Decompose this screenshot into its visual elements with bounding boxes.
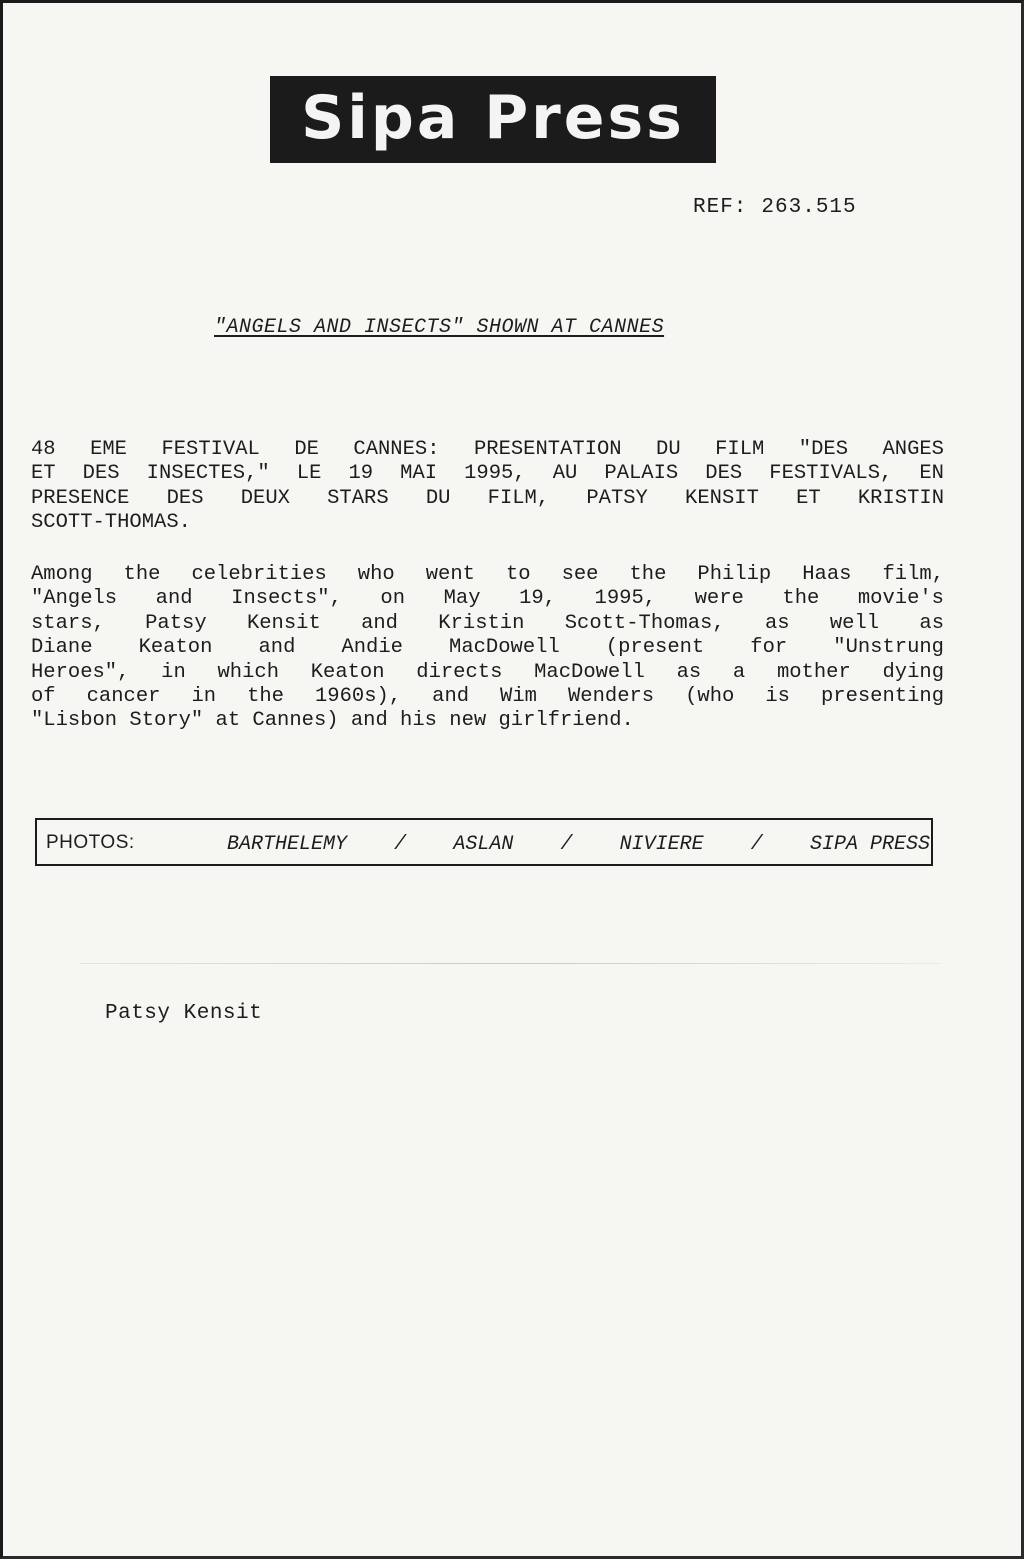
credit-separator: /: [394, 833, 407, 856]
credit-separator: /: [560, 833, 573, 856]
paragraph-line: of cancer in the 1960s), and Wim Wenders (who is presenting: [31, 684, 944, 708]
photo-credits-box: [35, 818, 933, 866]
logo-text: Sipa Press: [301, 82, 685, 153]
photo-caption: Patsy Kensit: [105, 1002, 263, 1025]
paragraph-line: "Lisbon Story" at Cannes) and his new girlfriend.: [31, 709, 634, 733]
photo-credits-label: PHOTOS:: [46, 832, 135, 853]
paragraph-line: "Angels and Insects", on May 19, 1995, were the movie's: [31, 587, 944, 611]
credit-name: BARTHELEMY: [227, 833, 348, 856]
french-paragraph: [31, 438, 944, 536]
paragraph-line: Among the celebrities who went to see the Philip Haas film,: [31, 563, 944, 586]
credit-name: SIPA PRESS: [809, 833, 930, 856]
photo-credits-names: [227, 833, 930, 856]
paragraph-line: Heroes", in which Keaton directs MacDowell as a mother dying: [31, 660, 944, 684]
ref-label: REF:: [693, 196, 748, 219]
paragraph-line: stars, Patsy Kensit and Kristin Scott-Thomas, as well as: [31, 611, 944, 635]
credit-name: ASLAN: [453, 833, 514, 856]
paragraph-line: ET DES INSECTES," LE 19 MAI 1995, AU PALAIS DES FESTIVALS, EN: [31, 462, 944, 486]
sipa-press-logo: [270, 76, 716, 163]
paragraph-line: Diane Keaton and Andie MacDowell (present for "Unstrung: [31, 636, 944, 660]
paragraph-line: 48 EME FESTIVAL DE CANNES: PRESENTATION DU FILM "DES ANGES: [31, 438, 944, 461]
reference-number: [693, 196, 857, 219]
ref-value: 263.515: [761, 196, 857, 219]
paragraph-line: SCOTT-THOMAS.: [31, 511, 191, 535]
english-paragraph: [31, 563, 944, 734]
divider: [80, 963, 940, 964]
headline: "ANGELS AND INSECTS" SHOWN AT CANNES: [214, 316, 665, 339]
paragraph-line: PRESENCE DES DEUX STARS DU FILM, PATSY KENSIT ET KRISTIN: [31, 486, 944, 510]
credit-separator: /: [750, 833, 763, 856]
credit-name: NIVIERE: [619, 833, 704, 856]
